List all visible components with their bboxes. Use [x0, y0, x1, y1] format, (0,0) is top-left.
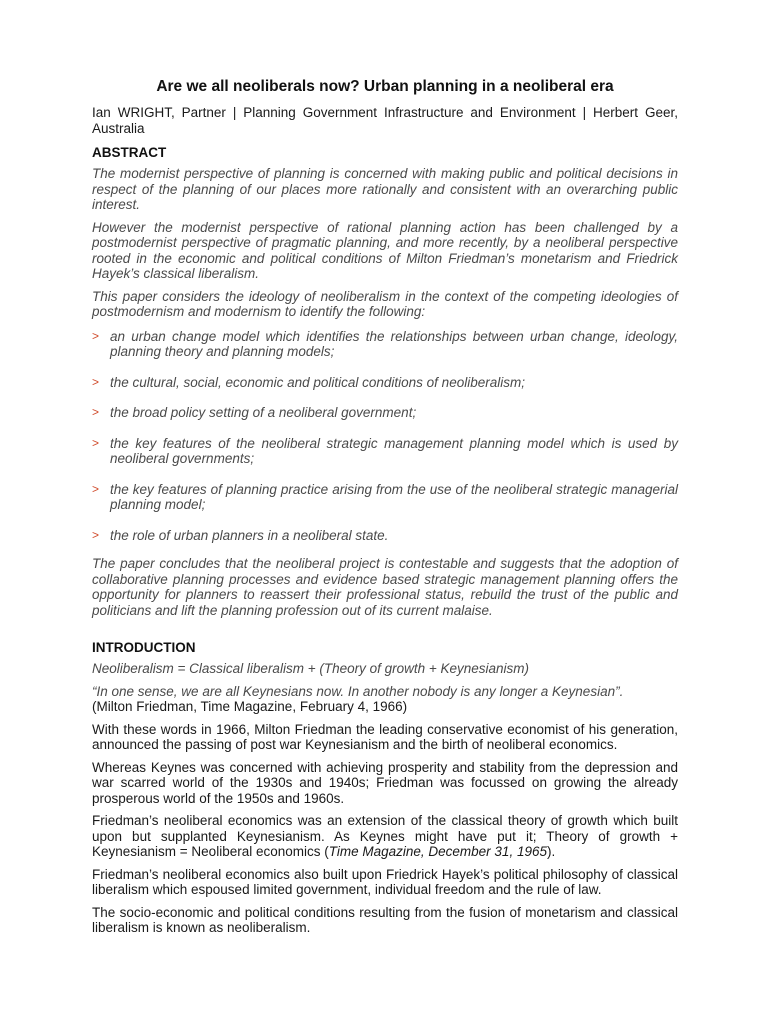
author-line: Ian WRIGHT, Partner | Planning Government Infrastructure and Environment | Herbert Geer, Australia [92, 105, 678, 136]
abstract-heading: ABSTRACT [92, 145, 167, 160]
friedman-quote: “In one sense, we are all Keynesians now. In another nobody is any longer a Keynesian”. [92, 683, 624, 699]
abstract-bullet-list [92, 329, 678, 544]
quote-source: (Milton Friedman, Time Magazine, February 4, 1966) [92, 699, 408, 714]
document-body [92, 78, 678, 936]
bullet-marker-icon: > [92, 481, 100, 496]
introduction-paragraph-1: With these words in 1966, Milton Friedman the leading conservative economist of his generation, announced the passing of post war Keynesianism and the birth of neoliberal economics. [92, 721, 678, 752]
bullet-text: the role of urban planners in a neoliberal state. [110, 527, 389, 543]
bullet-text: the key features of the neoliberal strategic management planning model which is used by neoliberal governments; [110, 435, 678, 466]
paragraph-3-citation: Time Magazine, December 31, 1965 [328, 844, 547, 859]
abstract-paragraph-1: The modernist perspective of planning is concerned with making public and political decisions in respect of the planning of our places more rationally and consistent with an overarching public interest. [92, 166, 678, 212]
list-item [92, 436, 678, 467]
bullet-marker-icon: > [92, 328, 100, 343]
list-item [92, 482, 678, 513]
paragraph-3-text-a: Friedman’s neoliberal economics was an extension of the classical theory of growth which built upon but supplanted Keynesianism. As Keynes might have put it; Theory of growth + Keynesianism = Neoliberal economics ( [92, 813, 678, 859]
introduction-heading: INTRODUCTION [92, 640, 196, 655]
list-item [92, 405, 678, 421]
introduction-paragraph-4: Friedman’s neoliberal economics also built upon Friedrick Hayek’s political philosophy of classical liberalism which espoused limited government, individual freedom and the rule of law. [92, 866, 678, 897]
bullet-text: the cultural, social, economic and political conditions of neoliberalism; [110, 374, 525, 390]
abstract-conclusion: The paper concludes that the neoliberal project is contestable and suggests that the adoption of collaborative planning processes and evidence based strategic management planning offers the opportunity for planners to reassert their professional status, rebuild the trust of the public and politicians and lift the planning profession out of its current malaise. [92, 556, 678, 618]
paragraph-3-text-b: ). [546, 844, 556, 859]
bullet-marker-icon: > [92, 405, 100, 419]
bullet-text: the broad policy setting of a neoliberal government; [110, 405, 417, 420]
bullet-text: an urban change model which identifies the relationships between urban change, ideology, planning theory and planning models; [110, 328, 678, 359]
paper-title: Are we all neoliberals now? Urban planning in a neoliberal era [156, 78, 614, 95]
bullet-marker-icon: > [92, 374, 100, 389]
list-item [92, 375, 678, 391]
list-item [92, 528, 678, 544]
abstract-paragraph-2: However the modernist perspective of rational planning action has been challenged by a postmodernist perspective of pragmatic planning, and more recently, by a neoliberal perspective rooted in the economic and political conditions of Milton Friedman’s monetarism and Friedrick Hayek’s classical liberalism. [92, 219, 678, 281]
abstract-paragraph-3: This paper considers the ideology of neoliberalism in the context of the competing ideologies of postmodernism and modernism to identify the following: [92, 288, 678, 319]
introduction-paragraph-3 [92, 813, 678, 860]
introduction-paragraph-2: Whereas Keynes was concerned with achieving prosperity and stability from the depression and war scarred world of the 1930s and 1940s; Friedman was focussed on growing the already prosperous world of the 1950s and 1960s. [92, 759, 678, 806]
introduction-paragraph-5: The socio-economic and political conditions resulting from the fusion of monetarism and classical liberalism is known as neoliberalism. [92, 904, 678, 935]
bullet-marker-icon: > [92, 527, 100, 542]
introduction-equation: Neoliberalism = Classical liberalism + (Theory of growth + Keynesianism) [92, 661, 530, 676]
list-item [92, 329, 678, 360]
bullet-marker-icon: > [92, 435, 100, 450]
bullet-text: the key features of planning practice arising from the use of the neoliberal strategic managerial planning model; [110, 481, 678, 512]
